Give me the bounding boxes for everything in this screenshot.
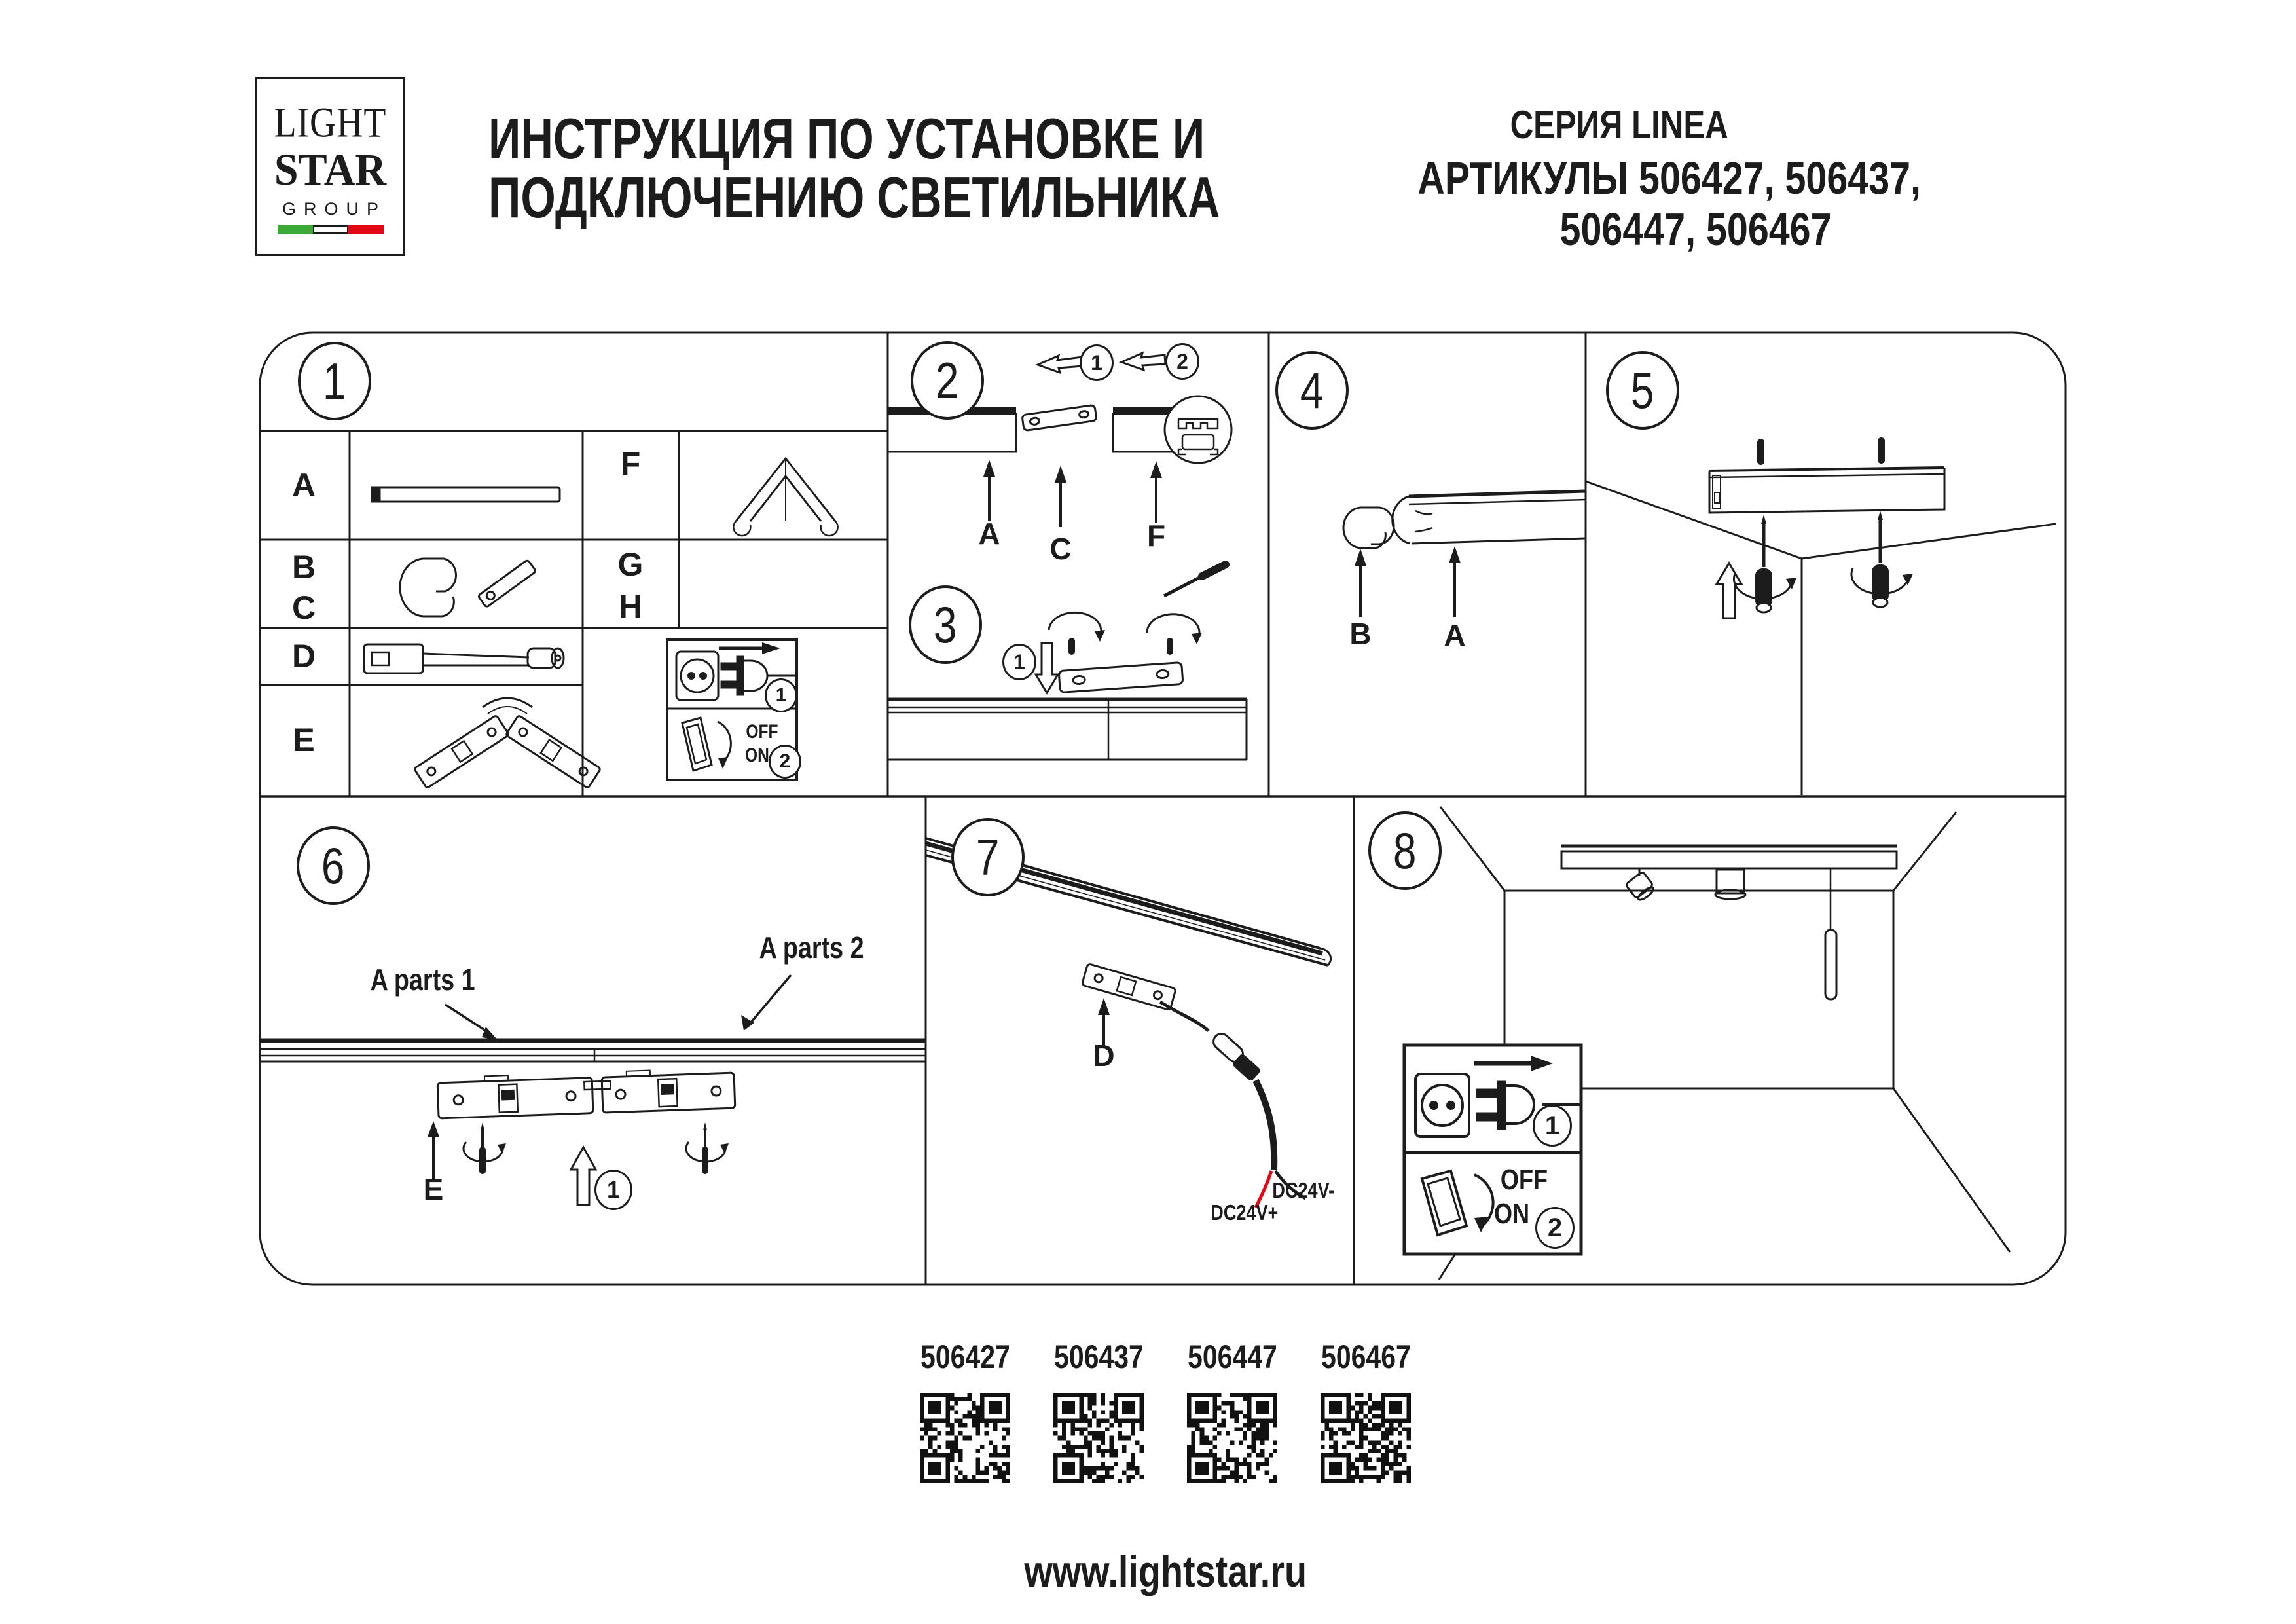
series-title: СЕРИЯ LINEA xyxy=(1510,102,1728,147)
screw-icon xyxy=(1167,638,1173,655)
panel4-label-b: B xyxy=(1349,617,1372,651)
up-arrow-icon xyxy=(1449,546,1461,617)
step-1-badge: 1 xyxy=(594,1170,632,1210)
panel-1-drawing xyxy=(260,431,888,796)
panel-5-number: 5 xyxy=(1606,351,1679,430)
part-d-power-connector-drawing xyxy=(364,644,564,673)
part-a-rail-drawing xyxy=(372,487,560,502)
logo-star: STAR xyxy=(274,145,387,194)
qr-code-image xyxy=(1321,1393,1411,1483)
dc24v-minus-label: DC24V- xyxy=(1272,1178,1335,1202)
panel-4-number: 4 xyxy=(1275,351,1349,430)
hollow-arrow-up-icon xyxy=(571,1147,596,1205)
on-label: ON xyxy=(745,745,769,766)
panel-8-number: 8 xyxy=(1368,811,1442,890)
step-2-badge: 2 xyxy=(1165,343,1199,380)
qr-code-label: 506437 xyxy=(1053,1338,1144,1375)
hollow-arrow-up-icon xyxy=(1717,563,1741,618)
hollow-arrow-left-icon xyxy=(1038,356,1083,373)
step-1-badge: 1 xyxy=(1080,344,1114,381)
up-arrow-icon xyxy=(983,460,995,521)
panel6-label-parts2: A parts 2 xyxy=(759,931,864,965)
screwdriver-icon xyxy=(481,1122,484,1171)
panel-7-number: 7 xyxy=(951,818,1025,896)
screwdriver-icon xyxy=(1164,564,1226,596)
panel-6-drawing xyxy=(260,975,926,1205)
articles-line2: 506447, 506467 xyxy=(1559,204,1832,255)
hollow-arrow-left-icon xyxy=(1121,353,1165,370)
screw-icon xyxy=(1068,638,1075,655)
on-label: ON xyxy=(1493,1198,1530,1230)
joint-plate-c-drawing xyxy=(1022,405,1097,430)
qr-code-label: 506447 xyxy=(1187,1338,1277,1375)
part-b-endcap-drawing xyxy=(400,559,456,616)
panel2-label-a: A xyxy=(978,517,1000,551)
rail-on-ceiling-drawing xyxy=(1709,468,1944,513)
screw-icon xyxy=(1878,437,1885,464)
qr-code-image xyxy=(1053,1393,1144,1483)
power-cable-drawing xyxy=(1160,1002,1305,1208)
track-with-luminaires-drawing xyxy=(1561,846,1897,999)
step-1-badge: 1 xyxy=(765,678,797,712)
endcap-b-drawing xyxy=(1343,507,1394,548)
panel2-label-c: C xyxy=(1049,532,1072,566)
flag-red-segment xyxy=(348,225,384,234)
articles-line1: АРТИКУЛЫ 506427, 506437, xyxy=(1417,153,1922,204)
pendant-light-drawing xyxy=(1825,868,1836,999)
rail-a-end-drawing xyxy=(1393,491,1586,544)
logo-light: LIGHT xyxy=(274,98,387,146)
rail-f-drawing xyxy=(1113,396,1231,463)
panel-3-number: 3 xyxy=(909,585,982,664)
leader-arrow-icon xyxy=(445,1005,498,1040)
part-label-e: E xyxy=(293,722,315,758)
part-label-f: F xyxy=(620,445,641,482)
flag-green-segment xyxy=(278,225,313,234)
up-arrow-icon xyxy=(1355,549,1366,617)
logo-group: GROUP xyxy=(282,198,386,219)
part-f-corner-connector-drawing xyxy=(733,458,837,536)
qr-code-label: 506427 xyxy=(920,1338,1010,1375)
rotation-arrow-icon xyxy=(1147,614,1202,644)
off-label: OFF xyxy=(746,721,778,743)
connector-e-drawing xyxy=(437,1067,735,1118)
panel7-label-d: D xyxy=(1093,1039,1115,1073)
panel-1-number: 1 xyxy=(298,342,371,420)
panel-6-number: 6 xyxy=(297,826,370,905)
cylinder-light-drawing xyxy=(1715,870,1745,899)
up-arrow-icon xyxy=(1055,466,1066,527)
page-title-line1: ИНСТРУКЦИЯ ПО УСТАНОВКЕ И xyxy=(488,106,1205,171)
screw-icon xyxy=(1757,439,1764,465)
step-2-badge: 2 xyxy=(1535,1207,1575,1249)
panel6-label-e: E xyxy=(423,1172,444,1206)
panel-5-drawing xyxy=(1586,437,2056,795)
joined-rails-drawing xyxy=(888,699,1247,760)
part-label-g: G xyxy=(617,546,644,583)
step-1-badge: 1 xyxy=(1002,644,1036,680)
screwdriver-icon xyxy=(703,1122,707,1171)
italian-flag-icon xyxy=(278,225,384,234)
rotation-arrow-icon xyxy=(1049,612,1105,642)
flag-white-segment xyxy=(313,225,348,234)
panel-4-drawing xyxy=(1343,491,1586,617)
page-title-line2: ПОДКЛЮЧЕНИЮ СВЕТИЛЬНИКА xyxy=(488,165,1220,230)
part-label-b: B xyxy=(291,549,316,585)
hollow-arrow-down-icon xyxy=(1036,643,1058,693)
website-text: www.lightstar.ru xyxy=(1024,1547,1307,1596)
part-label-d: D xyxy=(291,638,316,674)
lightstar-logo xyxy=(255,77,405,256)
qr-code-image xyxy=(1187,1393,1277,1483)
part-label-h: H xyxy=(618,588,643,625)
panel2-label-f: F xyxy=(1146,519,1166,553)
spot-light-drawing xyxy=(1626,872,1657,903)
panel4-label-a: A xyxy=(1444,618,1466,652)
step-2-badge: 2 xyxy=(769,745,801,779)
panel-2-number: 2 xyxy=(911,341,984,420)
off-label: OFF xyxy=(1500,1164,1548,1196)
part-c-strip-drawing xyxy=(478,560,536,608)
dc24v-plus-label: DC24V+ xyxy=(1211,1200,1279,1225)
step-1-badge: 1 xyxy=(1533,1105,1572,1147)
part-label-c: C xyxy=(291,589,316,626)
part-label-a: A xyxy=(291,467,316,504)
qr-code-image xyxy=(920,1393,1010,1483)
leader-arrow-icon xyxy=(741,975,791,1031)
panel6-label-parts1: A parts 1 xyxy=(370,963,475,997)
up-arrow-icon xyxy=(1150,461,1162,523)
qr-code-label: 506467 xyxy=(1321,1338,1411,1375)
part-e-flex-connector-drawing xyxy=(414,698,600,788)
joint-plate-drawing xyxy=(1059,662,1183,692)
